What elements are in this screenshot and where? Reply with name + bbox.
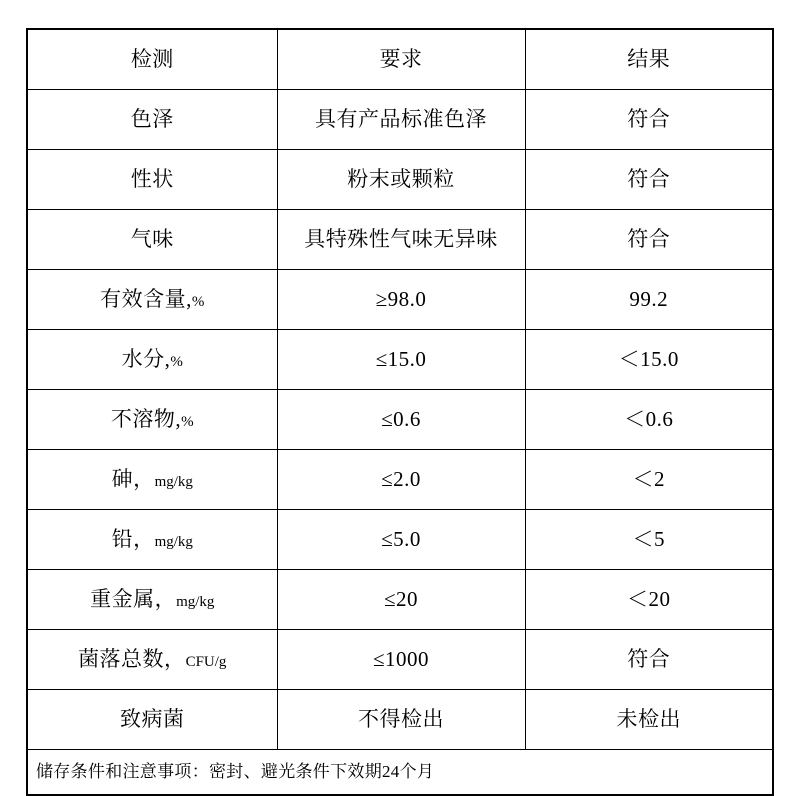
cell-requirement: 具有产品标准色泽 [277, 90, 525, 150]
item-unit: mg/kg [154, 473, 193, 490]
item-label: 砷， [111, 466, 155, 491]
cell-result: 99.2 [525, 270, 773, 330]
table-header-row [27, 29, 773, 90]
cell-item [27, 390, 277, 450]
cell-requirement: 粉末或颗粒 [277, 150, 525, 210]
column-header-requirement: 要求 [277, 29, 525, 90]
cell-item [27, 270, 277, 330]
cell-result: ＜15.0 [525, 330, 773, 390]
cell-item [27, 450, 277, 510]
table-row [27, 150, 773, 210]
cell-requirement: ≥98.0 [277, 270, 525, 330]
item-label: 气味 [130, 226, 174, 251]
column-header-item: 检测 [27, 29, 277, 90]
cell-requirement: ≤5.0 [277, 510, 525, 570]
item-label: 不溶物, [110, 406, 182, 431]
cell-requirement: ≤20 [277, 570, 525, 630]
cell-item [27, 510, 277, 570]
cell-item [27, 90, 277, 150]
specification-table [26, 28, 774, 796]
table-row [27, 210, 773, 270]
item-label: 色泽 [130, 106, 174, 131]
cell-item [27, 690, 277, 750]
item-label: 有效含量, [100, 286, 192, 311]
cell-requirement: ≤1000 [277, 630, 525, 690]
cell-item [27, 150, 277, 210]
column-header-result: 结果 [525, 29, 773, 90]
table-row [27, 390, 773, 450]
cell-requirement: ≤0.6 [277, 390, 525, 450]
item-label: 致病菌 [120, 706, 185, 731]
item-unit: % [170, 353, 183, 370]
table-row [27, 450, 773, 510]
item-label: 菌落总数， [78, 646, 186, 671]
table-row [27, 690, 773, 750]
cell-result: ＜5 [525, 510, 773, 570]
item-unit: % [181, 413, 194, 430]
storage-conditions-note: 储存条件和注意事项：密封、避光条件下效期24个月 [27, 750, 773, 796]
table-row [27, 90, 773, 150]
item-label: 水分, [121, 346, 171, 371]
item-label: 铅， [111, 526, 155, 551]
cell-requirement: ≤15.0 [277, 330, 525, 390]
table-row [27, 630, 773, 690]
cell-result: 符合 [525, 630, 773, 690]
cell-result: 符合 [525, 210, 773, 270]
cell-requirement: ≤2.0 [277, 450, 525, 510]
cell-item [27, 630, 277, 690]
table-row [27, 570, 773, 630]
item-unit: mg/kg [154, 533, 193, 550]
cell-result: ＜0.6 [525, 390, 773, 450]
cell-requirement: 不得检出 [277, 690, 525, 750]
item-unit: mg/kg [176, 593, 215, 610]
cell-item [27, 570, 277, 630]
table-row [27, 270, 773, 330]
item-label: 性状 [130, 166, 174, 191]
cell-result: 符合 [525, 150, 773, 210]
cell-requirement: 具特殊性气味无异味 [277, 210, 525, 270]
cell-result: 未检出 [525, 690, 773, 750]
cell-result: ＜2 [525, 450, 773, 510]
table-body [27, 29, 773, 795]
cell-item [27, 210, 277, 270]
cell-result: 符合 [525, 90, 773, 150]
cell-result: ＜20 [525, 570, 773, 630]
item-unit: % [191, 293, 205, 310]
table-row [27, 510, 773, 570]
item-label: 重金属， [90, 586, 177, 611]
table-footer-row [27, 750, 773, 796]
cell-item [27, 330, 277, 390]
table-row [27, 330, 773, 390]
item-unit: CFU/g [185, 653, 227, 670]
